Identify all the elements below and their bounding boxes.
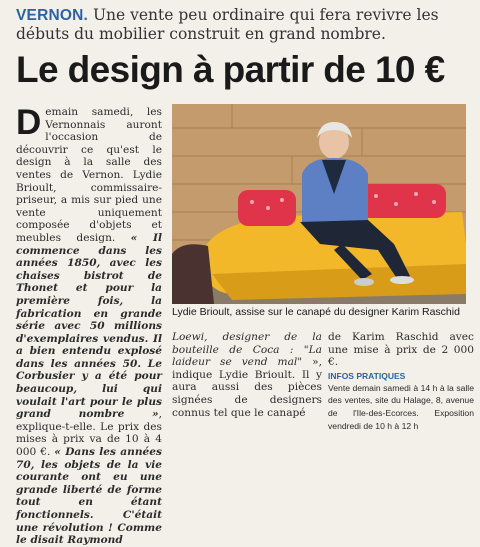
body-text: , explique-t-elle. Le prix des mises à prix va de 10 à 4 000 €. bbox=[16, 408, 162, 459]
drop-cap: D bbox=[16, 103, 42, 142]
article-kicker bbox=[16, 6, 476, 44]
article-headline: Le design à partir de 10 € bbox=[16, 49, 445, 90]
article-column-3 bbox=[328, 331, 474, 431]
body-text: », indique Lydie Brioult. Il y aura aussi des pièces signées de designers connus tel que le canapé bbox=[172, 356, 323, 419]
kicker-place: VERNON. bbox=[16, 7, 89, 24]
quote-text: « Il commence dans les années 1850, avec les chaises bistrot de Thonet et pour la première fois, la fabrication en grande série avec 50 millions d'exemplaires vendus. Il a bien entendu explosé dans les années 50. Le Corbusier y a été pour beaucoup, lui qui voulait l'art pour le plus grand nombre » bbox=[16, 231, 162, 421]
article-column-1 bbox=[16, 103, 162, 547]
quote-text: « Dans les années 70, les objets de la vie courante ont eu une grande liberté de forme tout en étant fonctionnels. C'était une révolution ! Comme le disait Raymond bbox=[16, 446, 162, 547]
photo-caption: Lydie Brioult, assise sur le canapé du designer Karim Raschid bbox=[172, 306, 460, 318]
article-photo bbox=[172, 104, 466, 304]
infos-heading: INFOS PRATIQUES bbox=[328, 370, 406, 381]
body-text: de Karim Raschid avec une mise à prix de 2 000 €. bbox=[328, 331, 474, 369]
infos-text: Vente demain samedi à 14 h à la salle des ventes, site du Halage, 8, avenue de l'Ile-des-Ecorces. Exposition vendredi de 10 h à 12 h bbox=[328, 382, 474, 431]
article-column-2 bbox=[172, 331, 323, 419]
quote-text: "La laideur se vend mal" bbox=[172, 343, 322, 369]
kicker-text: Une vente peu ordinaire qui fera revivre les débuts du mobilier construit en grand nombre. bbox=[16, 6, 439, 43]
body-text: emain samedi, les Vernonnais auront l'occasion de découvrir ce qu'est le design à la salle des ventes de Vernon. Lydie Brioult, commissaire-priseur, a mis sur pied une vente uniquement composée d'objets et meubles design. bbox=[16, 106, 162, 244]
quote-text: Loewi, designer de la bouteille de Coca : bbox=[172, 331, 322, 356]
